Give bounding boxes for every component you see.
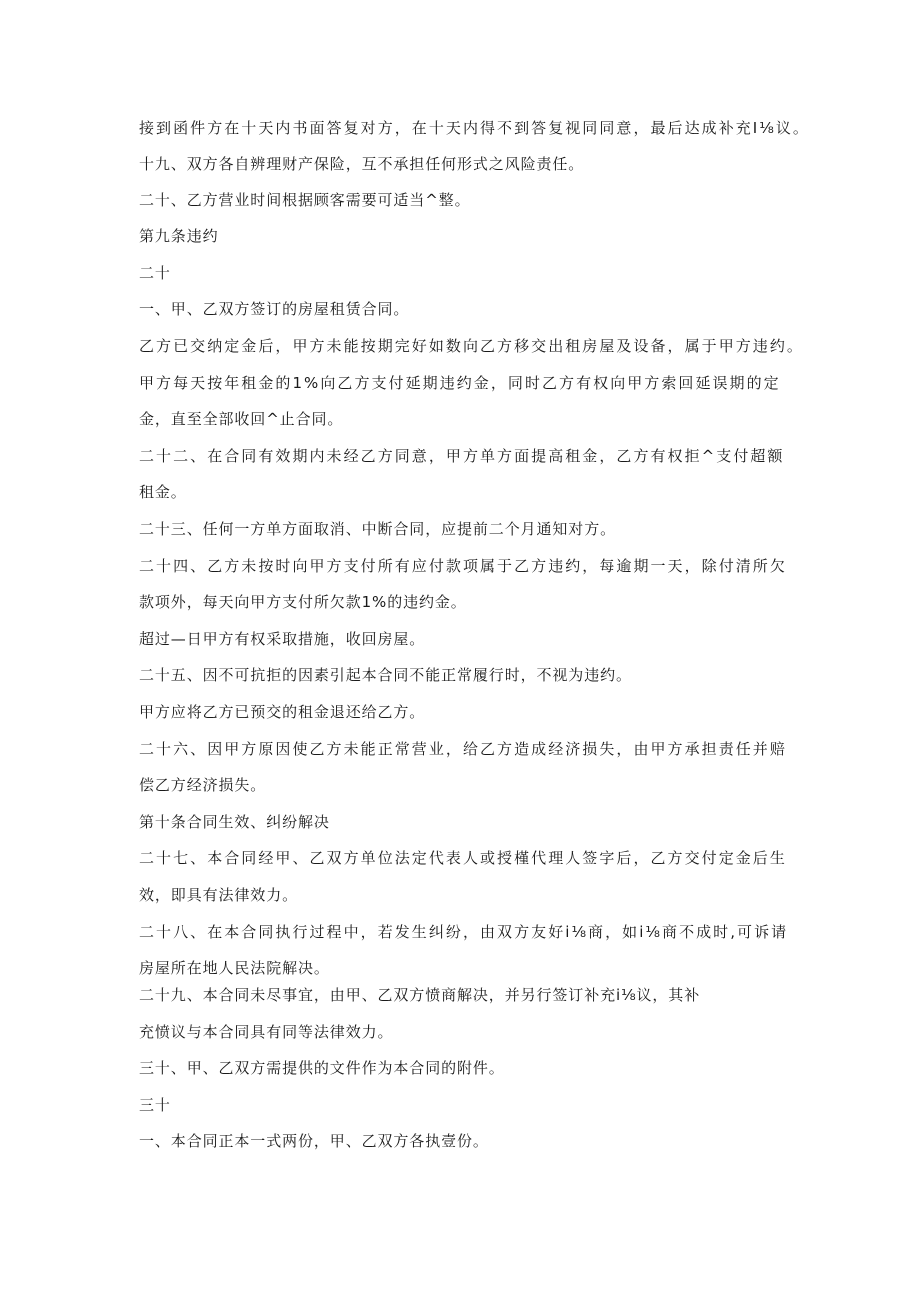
text-line: 三十 bbox=[139, 1096, 171, 1114]
text-line: 接到函件方在十天内书面答复对方，在十天内得不到答复视同同意，最后达成补充I⅛议。 bbox=[139, 119, 810, 137]
section-heading: 第九条违约 bbox=[139, 227, 219, 245]
text-line: 二十四、乙方未按时向甲方支付所有应付款项属于乙方违约，每逾期一天，除付清所欠 bbox=[139, 557, 787, 575]
text-line: 金，直至全部收回^止合同。 bbox=[139, 410, 344, 428]
text-line: 偿乙方经济损失。 bbox=[139, 776, 267, 794]
text-line: 超过—日甲方有权采取措施，收回房屋。 bbox=[139, 630, 426, 648]
text-line: 二十九、本合同未尽事宜，由甲、乙双方愤商解决，并另行签订补充i⅛议，其补 bbox=[139, 986, 701, 1004]
text-line: 租金。 bbox=[139, 483, 187, 501]
text-line: 甲方每天按年租金的1%向乙方支付延期违约金，同时乙方有权向甲方索回延误期的定 bbox=[139, 374, 781, 392]
text-line: 二十八、在本合同执行过程中，若发生纠纷，由双方友好i⅛商，如i⅛商不成时,可诉请 bbox=[139, 923, 789, 941]
text-line: 款项外，每天向甲方支付所欠款1%的违约金。 bbox=[139, 593, 467, 611]
text-line: 乙方已交纳定金后，甲方未能按期完好如数向乙方移交出租房屋及设备，属于甲方违约。 bbox=[139, 337, 804, 355]
text-line: 二十五、因不可抗拒的因素引起本合同不能正常履行时，不视为违约。 bbox=[139, 666, 632, 684]
section-heading: 第十条合同生效、纠纷解决 bbox=[139, 813, 330, 831]
text-line: 十九、双方各自辨理财产保险，互不承担任何形式之风险责任。 bbox=[139, 155, 585, 173]
text-line: 二十六、因甲方原因使乙方未能正常营业，给乙方造成经济损失，由甲方承担责任并赔 bbox=[139, 740, 787, 758]
text-line: 效，即具有法律效力。 bbox=[139, 886, 299, 904]
text-line: 二十七、本合同经甲、乙双方单位法定代表人或授槿代理人签字后，乙方交付定金后生 bbox=[139, 849, 787, 867]
text-line: 二十三、任何一方单方面取消、中断合同，应提前二个月通知对方。 bbox=[139, 520, 617, 538]
text-line: 三十、甲、乙双方需提供的文件作为本合同的附件。 bbox=[139, 1059, 505, 1077]
text-line: 二十二、在合同有效期内未经乙方同意，甲方单方面提高租金，乙方有权拒^支付超额 bbox=[139, 447, 785, 465]
text-line: 一、甲、乙双方签订的房屋租赁合同。 bbox=[139, 300, 410, 318]
text-line: 甲方应将乙方已预交的租金退还给乙方。 bbox=[139, 703, 426, 721]
text-line: 二十、乙方营业时间根据顾客需要可适当^整。 bbox=[139, 191, 471, 209]
text-line: 充愤议与本合同具有同等法律效力。 bbox=[139, 1023, 394, 1041]
text-line: 二十 bbox=[139, 264, 171, 282]
text-line: 一、本合同正本一式两份，甲、乙双方各执壹份。 bbox=[139, 1132, 489, 1150]
text-line: 房屋所在地人民法院解决。 bbox=[139, 959, 330, 977]
